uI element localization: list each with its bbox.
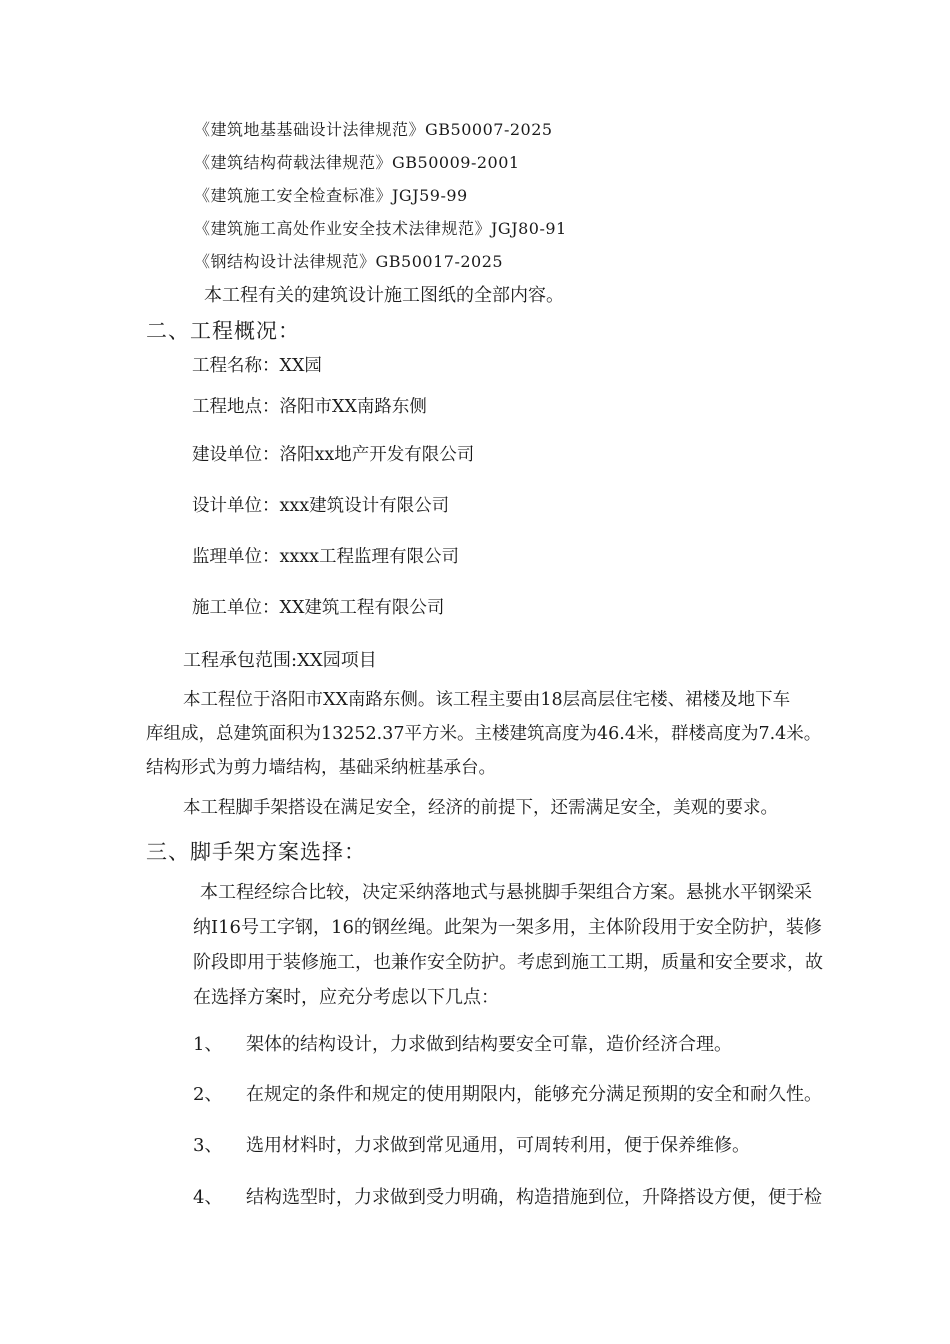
overview-paragraph-line: 结构形式为剪力墙结构，基础采纳桩基承台。 — [146, 758, 496, 778]
developer: 建设单位：洛阳xx地产开发有限公司 — [192, 445, 475, 465]
contract-scope: 工程承包范围:XX园项目 — [183, 650, 377, 671]
overview-paragraph-line: 本工程位于洛阳市XX南路东侧。该工程主要由18层高层住宅楼、裙楼及地下车 — [183, 690, 791, 710]
reference-item: 《建筑施工高处作业安全技术法律规范》JGJ80-91 — [194, 219, 567, 238]
list-item-text: 架体的结构设计，力求做到结构要安全可靠，造价经济合理。 — [246, 1034, 732, 1055]
reference-item: 《建筑施工安全检查标准》JGJ59-99 — [194, 186, 468, 205]
section-heading-overview: 二、工程概况： — [146, 319, 300, 343]
list-number: 1、 — [193, 1034, 223, 1055]
project-name: 工程名称：XX园 — [192, 356, 322, 376]
references-tail: 本工程有关的建筑设计施工图纸的全部内容。 — [204, 285, 564, 306]
list-number: 2、 — [193, 1084, 223, 1105]
list-number: 3、 — [193, 1135, 223, 1156]
reference-item: 《钢结构设计法律规范》GB50017-2025 — [194, 252, 504, 271]
overview-paragraph-line: 库组成，总建筑面积为13252.37平方米。主楼建筑高度为46.4米，群楼高度为7.4米。 — [146, 724, 822, 744]
supervisor: 监理单位：xxxx工程监理有限公司 — [192, 547, 459, 567]
project-location: 工程地点：洛阳市XX南路东侧 — [192, 397, 427, 417]
reference-item: 《建筑结构荷载法律规范》GB50009-2001 — [194, 153, 520, 172]
list-item-text: 选用材料时，力求做到常见通用，可周转利用，便于保养维修。 — [246, 1135, 750, 1156]
section-heading-scheme: 三、脚手架方案选择： — [146, 840, 366, 864]
list-number: 4、 — [193, 1187, 223, 1208]
scheme-paragraph-line: 本工程经综合比较，决定采纳落地式与悬挑脚手架组合方案。悬挑水平钢梁采 — [200, 882, 812, 903]
constructor: 施工单位：XX建筑工程有限公司 — [192, 598, 445, 618]
list-item-text: 在规定的条件和规定的使用期限内，能够充分满足预期的安全和耐久性。 — [246, 1084, 822, 1105]
scheme-paragraph-line: 阶段即用于装修施工，也兼作安全防护。考虑到施工工期，质量和安全要求，故 — [193, 952, 823, 973]
designer: 设计单位：xxx建筑设计有限公司 — [192, 496, 450, 516]
scheme-paragraph-line: 在选择方案时，应充分考虑以下几点： — [193, 987, 499, 1008]
list-item-text: 结构选型时，力求做到受力明确，构造措施到位，升降搭设方便，便于检 — [246, 1187, 822, 1208]
scheme-paragraph-line: 纳I16号工字钢，16的钢丝绳。此架为一架多用，主体阶段用于安全防护，装修 — [193, 917, 822, 938]
scaffold-requirement: 本工程脚手架搭设在满足安全，经济的前提下，还需满足安全，美观的要求。 — [183, 798, 778, 818]
reference-item: 《建筑地基基础设计法律规范》GB50007-2025 — [194, 120, 553, 139]
